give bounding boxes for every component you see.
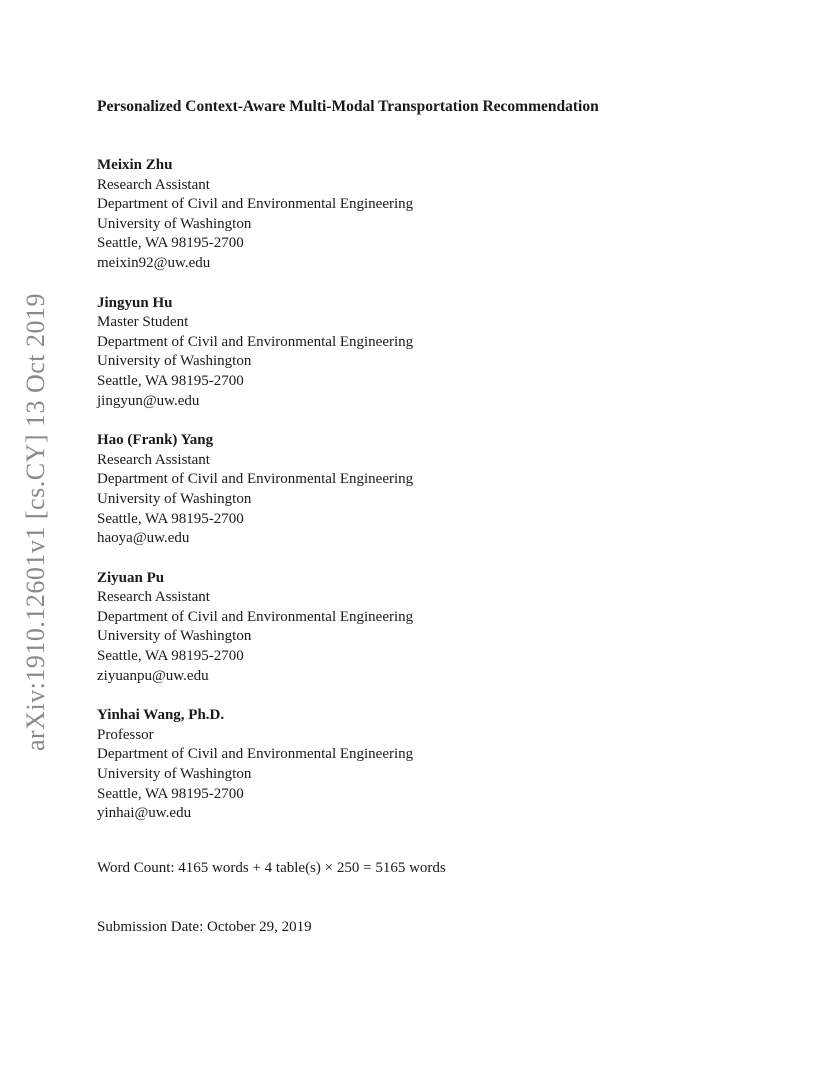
author-email: jingyun@uw.edu xyxy=(97,392,200,409)
author-block xyxy=(97,569,797,687)
author-university: University of Washington xyxy=(97,215,252,232)
author-department: Department of Civil and Environmental Engineering xyxy=(97,608,414,625)
author-role: Research Assistant xyxy=(97,176,210,193)
author-block xyxy=(97,156,797,274)
author-address: Seattle, WA 98195-2700 xyxy=(97,510,244,527)
author-block xyxy=(97,706,797,824)
submission-date: Submission Date: October 29, 2019 xyxy=(97,919,312,935)
author-address: Seattle, WA 98195-2700 xyxy=(97,235,244,252)
author-role: Master Student xyxy=(97,314,189,331)
author-university: University of Washington xyxy=(97,628,252,645)
paper-title: Personalized Context-Aware Multi-Modal Transportation Recommendation xyxy=(97,98,599,115)
arxiv-watermark: arXiv:1910.12601v1 [cs.CY] 13 Oct 2019 xyxy=(21,292,50,752)
author-name: Hao (Frank) Yang xyxy=(97,432,214,449)
author-address: Seattle, WA 98195-2700 xyxy=(97,372,244,389)
author-name: Jingyun Hu xyxy=(97,294,173,311)
word-count: Word Count: 4165 words + 4 table(s) × 250 = 5165 words xyxy=(97,860,446,876)
author-address: Seattle, WA 98195-2700 xyxy=(97,785,244,802)
author-name: Ziyuan Pu xyxy=(97,569,165,586)
author-address: Seattle, WA 98195-2700 xyxy=(97,648,244,665)
author-email: haoya@uw.edu xyxy=(97,530,190,547)
author-university: University of Washington xyxy=(97,490,252,507)
author-role: Professor xyxy=(97,726,154,743)
author-name: Yinhai Wang, Ph.D. xyxy=(97,707,225,724)
author-email: yinhai@uw.edu xyxy=(97,805,192,822)
author-email: ziyuanpu@uw.edu xyxy=(97,667,209,684)
author-name: Meixin Zhu xyxy=(97,157,173,173)
author-role: Research Assistant xyxy=(97,589,210,606)
author-block xyxy=(97,294,797,412)
author-university: University of Washington xyxy=(97,766,252,783)
author-department: Department of Civil and Environmental Engineering xyxy=(97,746,414,763)
author-email: meixin92@uw.edu xyxy=(97,254,211,271)
author-role: Research Assistant xyxy=(97,451,210,468)
author-department: Department of Civil and Environmental Engineering xyxy=(97,471,414,488)
author-department: Department of Civil and Environmental Engineering xyxy=(97,333,414,350)
author-block xyxy=(97,431,797,549)
author-university: University of Washington xyxy=(97,353,252,370)
author-department: Department of Civil and Environmental Engineering xyxy=(97,196,414,213)
author-list xyxy=(97,156,797,844)
